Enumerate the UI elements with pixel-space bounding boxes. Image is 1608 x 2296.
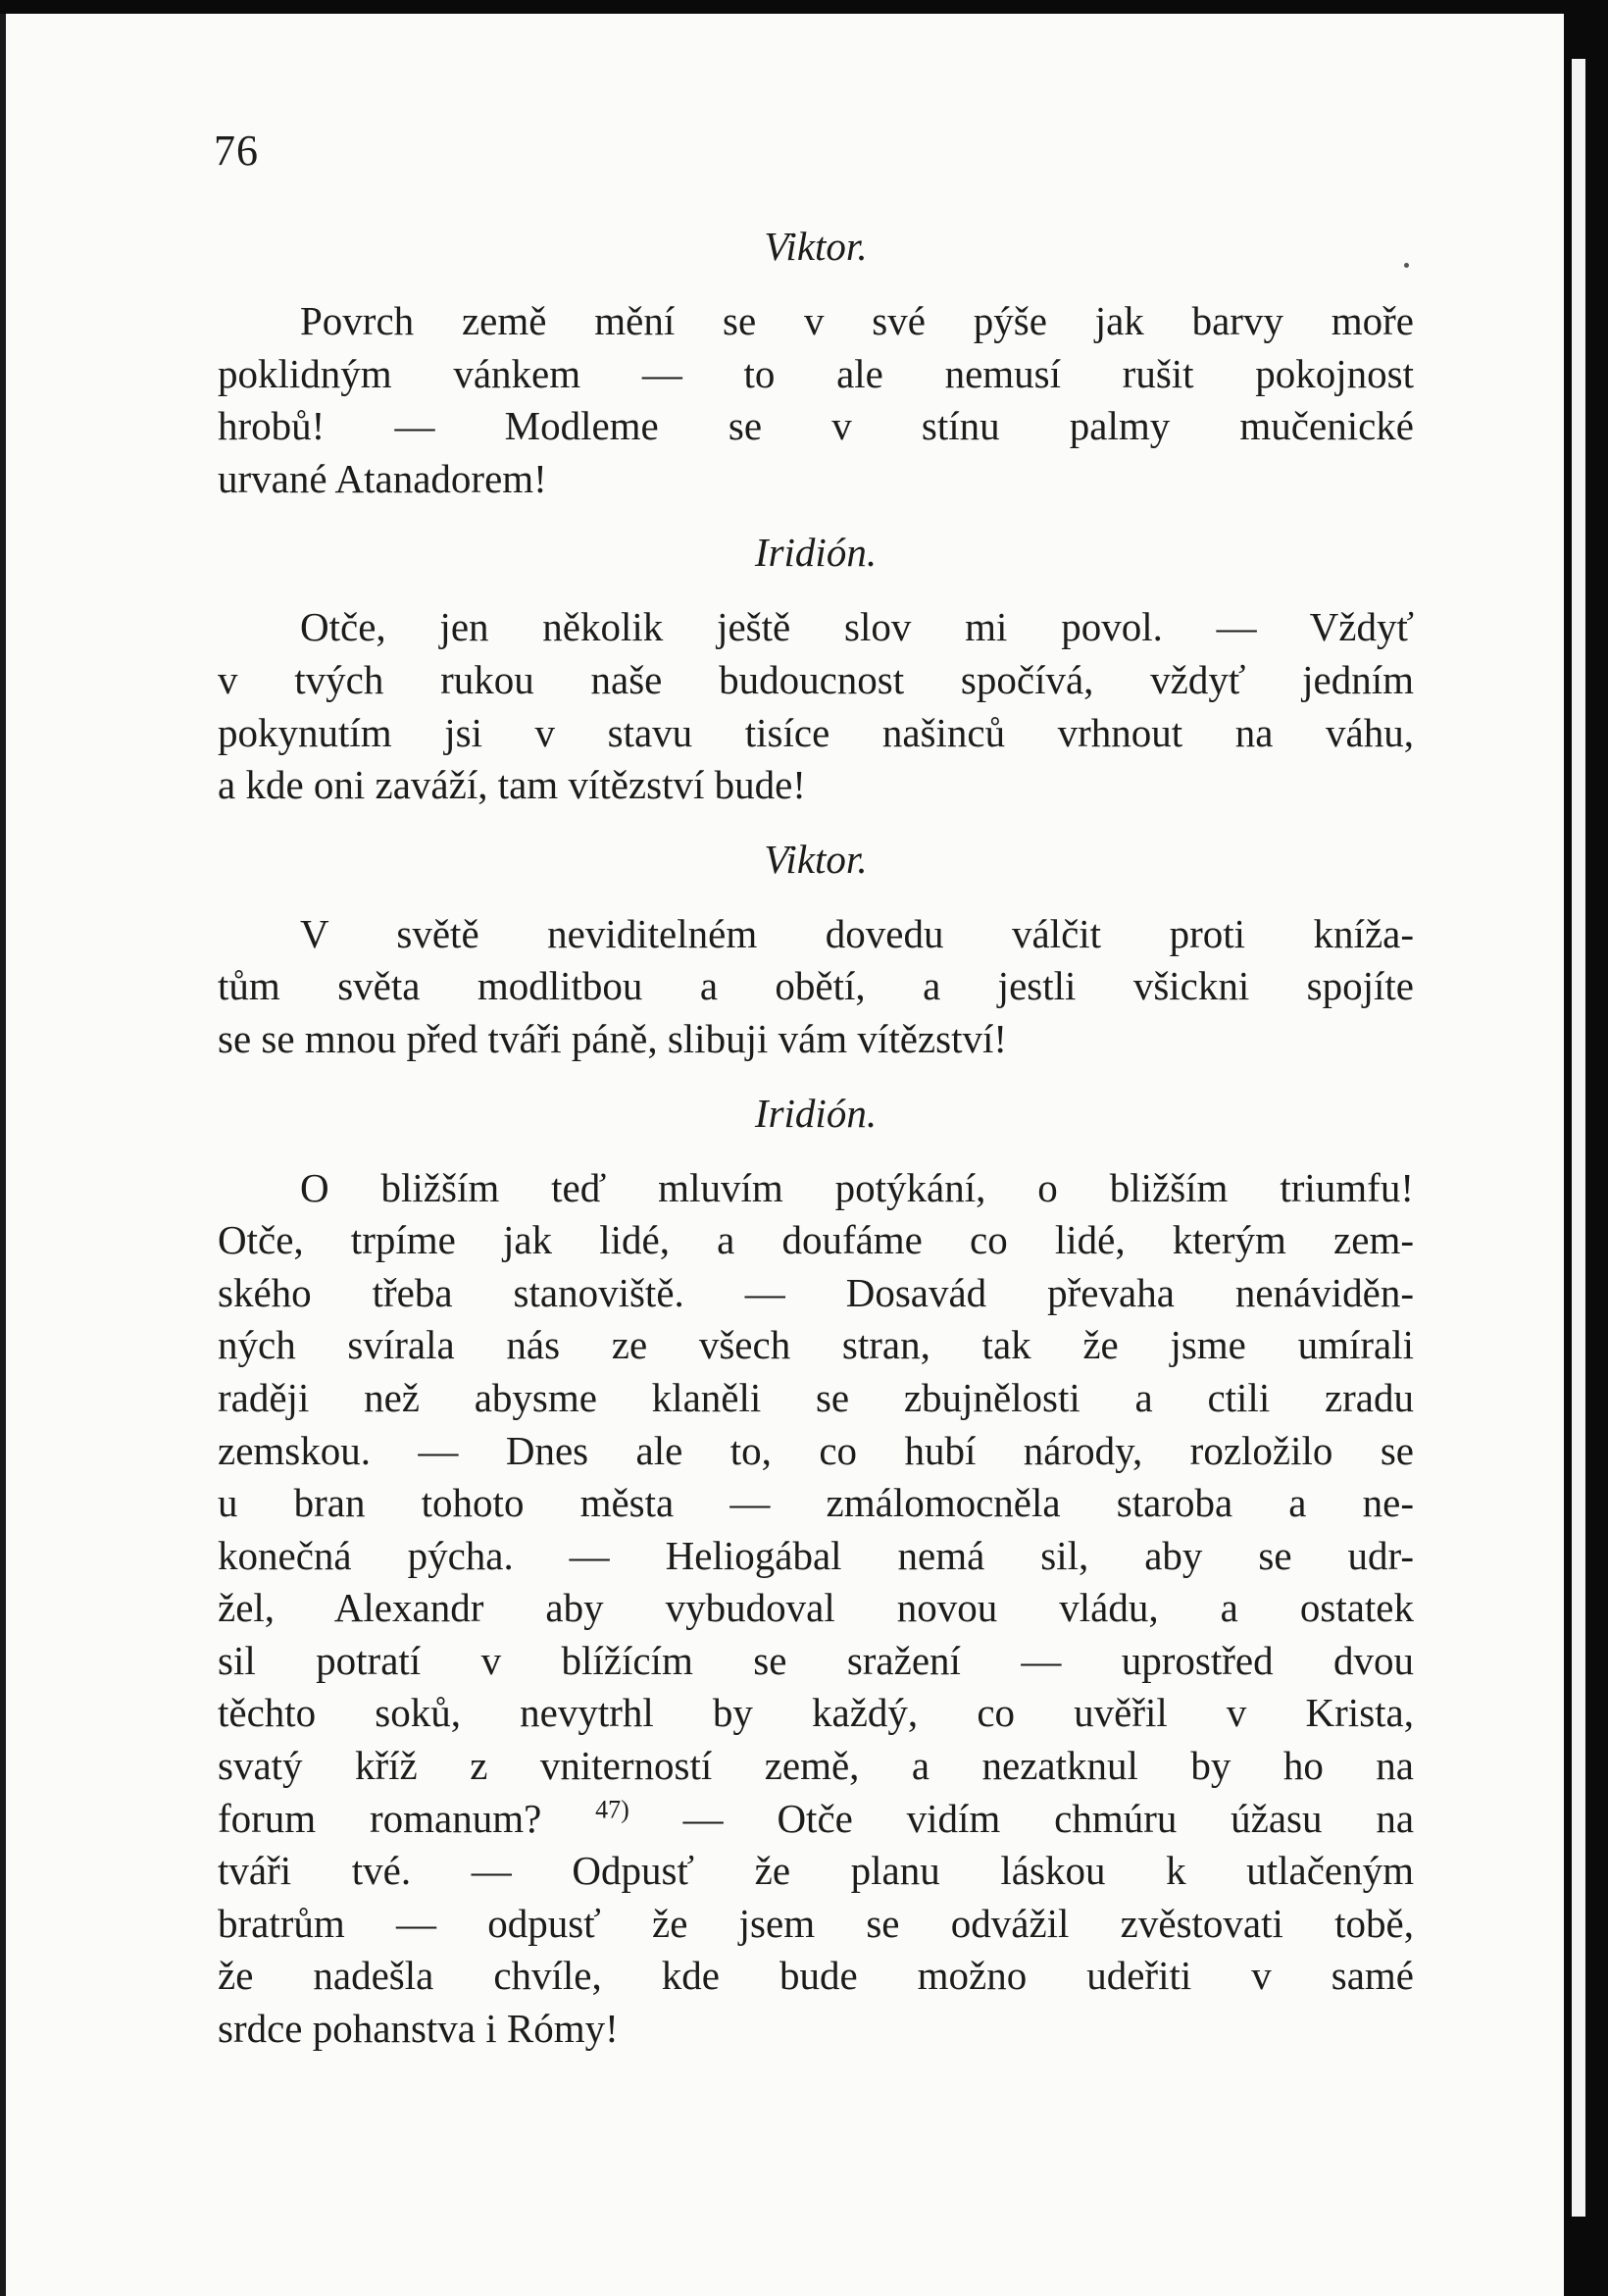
speaker-name: Iridión. [754,530,878,576]
page-number: 76 [214,127,259,175]
text-line: raději než abysme klaněli se zbujnělosti a ctili zradu [218,1374,1414,1420]
paragraph [218,1162,1414,2056]
footnote-reference: 47) [595,1795,629,1823]
scan-border-right [1564,0,1608,2296]
paragraph [218,295,1414,505]
text-line: tům světa modlitbou a obětí, a jestli všickni spojíte [218,963,1414,1009]
text-line: V světě neviditelném dovedu válčit proti knížа- [300,910,1414,956]
text-line: urvané Atanadorem! [218,455,547,501]
paragraph [218,601,1414,811]
text-line: ných svírala nás ze všech stran, tak že jsme umírali [218,1322,1414,1368]
text-fragment: — Otče vidím chmúru úžasu na [682,1795,1415,1841]
text-line: se se mnou před tváři páně, slibuji vám vítězství! [218,1015,1008,1061]
text-line: pokynutím jsi v stavu tisíce našinců vrhnout na váhu, [218,709,1414,755]
text-line: poklidným vánkem — to ale nemusí rušit pokojnost [218,350,1414,396]
text-line: hrobů! — Modleme se v stínu palmy mučenické [218,403,1414,449]
scan-page-edge [1572,59,1585,2217]
scan-border-top [0,0,1608,14]
text-line: bratrům — odpusť že jsem se odvážil zvěstovati tobě, [218,1900,1414,1946]
text-line: v tvých rukou naše budoucnost spočívá, vždyť jedním [218,656,1414,702]
speaker-name: Viktor. [764,224,868,269]
text-line: tváři tvé. — Odpusť že planu láskou k utlačeným [218,1848,1414,1894]
text-line: u bran tohoto města — zmálomocněla staroba a ne- [218,1480,1414,1526]
text-line: srdce pohanstva i Rómy! [218,2006,619,2052]
text-line: konečná pýcha. — Heliogábal nemá sil, aby se udr- [218,1532,1414,1578]
text-line: sil potratí v blížícím se sražení — uprostřed dvou [218,1637,1414,1683]
text-line: zemskou. — Dnes ale to, co hubí národy, rozložilo se [218,1427,1414,1473]
text-line: svatý kříž z vniterností země, a nezatknul by ho na [218,1743,1414,1789]
speaker-name: Iridión. [754,1090,878,1136]
text-line: Otče, trpíme jak lidé, a doufáme co lidé, kterým zem- [218,1217,1414,1263]
speaker-name: Viktor. [764,836,868,882]
text-line: žel, Alexandr aby vybudoval novou vládu, a ostatek [218,1585,1414,1631]
text-line: Otče, jen několik ještě slov mi povol. — Vždyť [300,604,1414,650]
text-line: Povrch země mění se v své pýše jak barvy moře [300,298,1414,343]
text-line-with-footnote [218,1793,1414,1846]
text-block [218,221,1414,2077]
text-line: že nadešla chvíle, kde bude možno udeřiti v samé [218,1953,1414,1999]
paragraph [218,908,1414,1066]
text-line: a kde oni zaváží, tam vítězství bude! [218,762,806,808]
text-fragment: forum romanum? [218,1795,542,1841]
text-line: O bližším teď mluvím potýkání, o bližším triumfu! [300,1164,1414,1210]
text-line: ského třeba stanoviště. — Dosavád převaha nenáviděn- [218,1269,1414,1315]
text-line: těchto soků, nevytrhl by každý, co uvěřil v Krista, [218,1690,1414,1736]
